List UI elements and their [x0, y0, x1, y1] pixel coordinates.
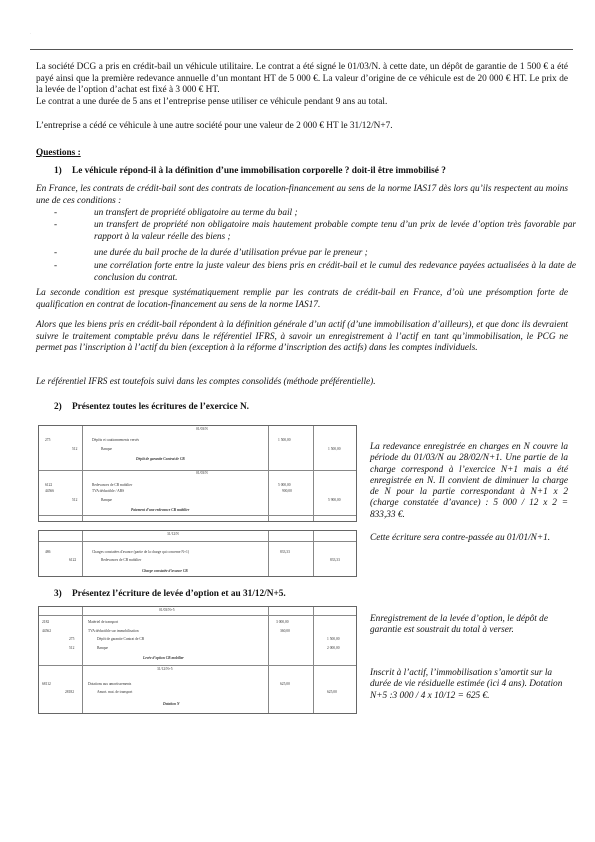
q2-explanation: La redevance enregistrée en charges en N couvre la période du 01/03/N au 28/02/N+1. Une partie de la charge correspond à l’exercice N+1 mais a été enregistrée en N. Il convient de diminuer la charge de N pour la partie correspondant à N+1 x 2 (charge constatée d’avance) : 5 000 / 12 x 2 = 833,33 €. [370, 442, 568, 520]
q3-explanation-option: Enregistrement de la levée d’option, le dépôt de garantie est soustrait du total à verser. [370, 614, 548, 636]
q2-number: 2) [54, 402, 62, 412]
account-label: Charges constatées d'avance (partie de la charge qui concerne N+1) [92, 550, 190, 554]
debit-amount: 833,33 [280, 550, 290, 554]
account-number: 512 [69, 646, 75, 650]
account-number: 28182 [65, 690, 74, 694]
credit-amount: 5 900,00 [328, 498, 341, 502]
debit-amount: 625,00 [280, 682, 290, 686]
q2-explanation-reversal: Cette écriture sera contre-passée au 01/01/N+1. [370, 533, 551, 543]
account-label: Dépôts et cautionnements versés [92, 438, 140, 442]
credit-amount: 1 500,00 [327, 637, 340, 641]
intro-paragraph-2: Le contrat a une durée de 5 ans et l’entreprise pense utiliser ce véhicule pendant 9 ans au total. [36, 97, 388, 107]
q1-answer-intro: En France, les contrats de crédit-bail sont des contrats de location-financement au sens de la norme IAS17 dès lors qu’ils respectent au moins une de ces conditions : [36, 184, 568, 206]
account-label: Banque [101, 498, 112, 502]
q1-title: Le véhicule répond-il à la définition d’une immobilisation corporelle ? doit-il être immobilisé ? [72, 166, 446, 176]
entry-date: 01/03/N [196, 471, 208, 475]
account-label: Dépôt de garantie Contrat de CB [97, 637, 145, 641]
intro-paragraph-3: L’entreprise a cédé ce véhicule à une autre société pour une valeur de 2 000 € HT le 31/12/N+7. [36, 121, 393, 131]
account-number: 68112 [42, 682, 51, 686]
entry-caption: Charge constatée d’avance CB [142, 569, 188, 573]
entry-caption: Dotation N [163, 702, 180, 706]
account-number: 2182 [42, 620, 50, 624]
account-number: 275 [69, 637, 75, 641]
debit-amount: 360,00 [280, 629, 290, 633]
entry-date: 01/03/N [196, 427, 208, 431]
account-number: 44562 [42, 629, 51, 633]
account-label: TVA déductible / ABS [92, 489, 125, 493]
account-number: 512 [72, 498, 78, 502]
q3-explanation-depreciation: Inscrit à l’actif, l’immobilisation s’amortit sur la durée de vie résiduelle estimée (ici 4 ans). Dotation N+5 :3 000 / 4 x 10/12 = 625 €. [370, 668, 563, 701]
account-label: Amort. mat. de transport [97, 690, 133, 694]
journal-table-n-closing [38, 530, 357, 577]
q1-paragraph-4: Le référentiel IFRS est toutefois suivi dans les comptes consolidés (méthode préférentielle). [36, 377, 376, 387]
credit-amount: 625,00 [327, 690, 337, 694]
questions-title: Questions : [36, 148, 81, 158]
account-label: Banque [97, 646, 108, 650]
account-label: Redevances de CB mobilier [92, 483, 133, 487]
account-label: Dotations aux amortissements [88, 682, 132, 686]
account-label: TVA déductible sur immobilisation [88, 629, 139, 633]
account-number: 6122 [45, 483, 53, 487]
header-mark: . [30, 30, 31, 35]
debit-amount: 3 000,00 [276, 620, 289, 624]
credit-amount: 833,33 [330, 558, 340, 562]
account-number: 275 [45, 438, 51, 442]
entry-date: 31/12/N [167, 532, 179, 536]
account-label: Matériel de transport [88, 620, 119, 624]
q1-paragraph-2: La seconde condition est presque systématiquement remplie par les contrats de crédit-bail en France, d’où une présomption forte de qualification en contrat de location-financement au sens de la norme IAS17. [36, 288, 568, 310]
q2-title: Présentez toutes les écritures de l’exercice N. [72, 402, 249, 412]
account-number: 44566 [45, 489, 54, 493]
header-rule [30, 49, 573, 50]
account-label: Redevances de CB mobilier [101, 558, 142, 562]
debit-amount: 5 000,00 [278, 483, 291, 487]
intro-paragraph-1: La société DCG a pris en crédit-bail un véhicule utilitaire. Le contrat a été signé le 01/03/N. à cette date, un dépôt de garantie de 1 500 € a été payé ainsi que la première redevance annuelle d’un montant HT de 5 000 €. La valeur d’origine de ce véhicule est de 20 000 € HT. Le prix de la levée de l’option d’achat est fixé à 3 000 € HT. [36, 62, 568, 96]
q3-title: Présentez l’écriture de levée d’option et au 31/12/N+5. [72, 589, 286, 599]
account-label: Banque [101, 447, 112, 451]
entry-caption: Dépôt de garantie Contrat de CB [136, 457, 185, 461]
entry-date: 31/12/N+5 [157, 667, 173, 671]
credit-amount: 2 000,00 [327, 646, 340, 650]
q1-number: 1) [54, 166, 62, 176]
account-number: 6122 [69, 558, 77, 562]
entry-date: 01/03/N+5 [159, 608, 175, 612]
debit-amount: 900,00 [282, 489, 292, 493]
q1-paragraph-3: Alors que les biens pris en crédit-bail répondent à la définition générale d’un actif (d’une immobilisation d’ailleurs), et que donc ils devraient suivre le traitement comptable prévu dans le référentiel IFRS, à savoir un enregistrement à l’actif en tant qu’immobilisation, le PCG ne permet pas l’inscription à l’actif du bien (exception à la réforme d’inscription des actifs) dans les comptes individuels. [36, 320, 568, 354]
q3-number: 3) [54, 589, 62, 599]
journal-table-n [38, 425, 357, 522]
credit-amount: 1 500,00 [328, 447, 341, 451]
entry-caption: Levée d’option CB mobilier [143, 656, 184, 660]
account-number: 486 [45, 550, 51, 554]
entry-caption: Paiement d’une redevance CB mobilier [131, 508, 190, 512]
debit-amount: 1 500,00 [278, 438, 291, 442]
account-number: 512 [72, 447, 78, 451]
journal-table-option [38, 606, 357, 714]
